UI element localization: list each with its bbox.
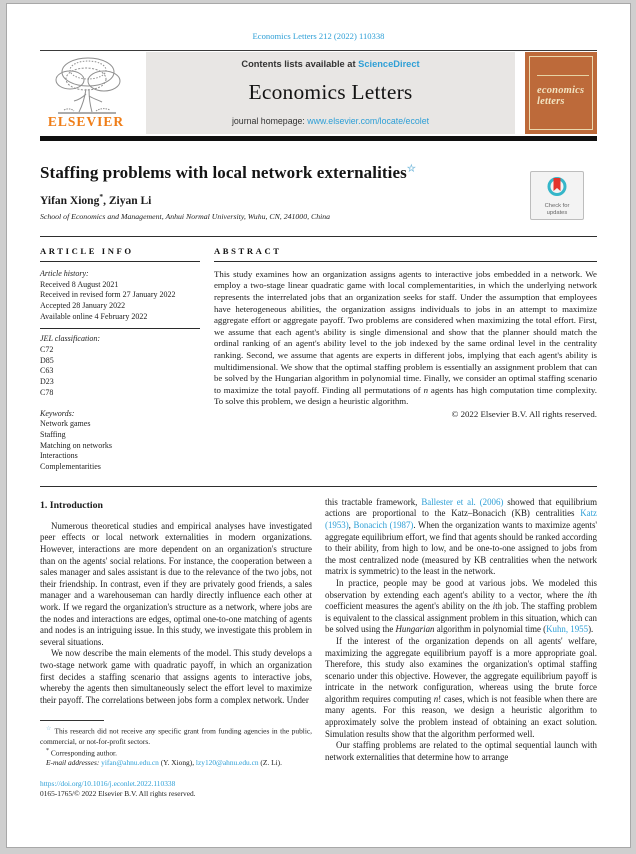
title-footnote-star-icon[interactable]: ☆: [406, 163, 416, 175]
cover-decoration: [537, 75, 589, 76]
journal-page: [6, 3, 631, 848]
cover-frame: [529, 56, 593, 130]
check-for-updates-badge[interactable]: [530, 171, 584, 220]
title-block: [40, 163, 597, 221]
contents-prefix: Contents lists available at: [241, 59, 359, 69]
intro-paragraph-5: If the interest of the organization depends on all agents' welfare, maximizing the aggregate equilibrium payoff is a more appropriate goal. Therefore, this study also examines the organization's optimal staffing scenario under this objective. However, the aggregate equilibrium payoff is intricate in the network configuration, whereas using the brute force algorithm requires computing n! cases, which is not feasible when there are many agents. For this reason, we design a heuristic algorithm to approximately solve the problem instead of obtaining an exact solution. Simulation results show that the algorithm performed well.: [325, 635, 597, 739]
elsevier-wordmark: ELSEVIER: [47, 114, 125, 129]
sciencedirect-link[interactable]: ScienceDirect: [358, 59, 420, 69]
history-item: Received in revised form 27 January 2022: [40, 290, 176, 300]
corresponding-author-mark[interactable]: *: [99, 192, 104, 201]
abstract-heading: ABSTRACT: [214, 246, 597, 262]
jel-code: D23: [40, 377, 54, 387]
check-for-updates-label: Check for updates: [544, 203, 570, 216]
authors-line: [40, 192, 597, 207]
jel-code: C63: [40, 366, 54, 376]
intro-paragraph-2: We now describe the main elements of the model. This study develops a two-stage network game with quadratic payoff, in which an organization first decides a staffing scenario that assigns agents to interactive jobs, whereby the agents then simultaneously select the effort level to maximize their payoff. The correlations between jobs form a complex network. Under: [40, 648, 312, 705]
cover-title-line1: economics: [537, 85, 585, 96]
funding-footnote: ☆ This research did not receive any specific grant from funding agencies in the public, commercial, or not-for-profit sectors.: [40, 726, 312, 746]
homepage-line: [150, 116, 511, 126]
article-info-abstract-block: [40, 237, 597, 487]
right-column: [325, 497, 597, 799]
body-columns: [40, 497, 597, 799]
article-info: [40, 246, 200, 473]
info-divider: [40, 328, 200, 329]
check-for-updates-icon: [546, 175, 568, 197]
author-1[interactable]: Yifan Xiong: [40, 194, 100, 207]
cover-title-line2: letters: [537, 95, 565, 107]
keyword: Network games: [40, 419, 91, 429]
journal-title: Economics Letters: [248, 80, 413, 104]
elsevier-tree-icon: [44, 54, 128, 116]
keyword: Staffing: [40, 429, 66, 439]
jel-label: JEL classification:: [40, 334, 101, 344]
keyword: Interactions: [40, 451, 78, 461]
intro-paragraph-4: In practice, people may be good at various jobs. We modeled this observation by extending each agent's ability to a vector, where the ith coefficient measures the agent's ability on the ith job. The staffing problem is equivalent to the classical assignment problem in this situation, which can be solved using the Hungarian algorithm in polynomial time (Kuhn, 1955).: [325, 577, 597, 635]
masthead: [40, 52, 597, 134]
footnote-rule: [40, 720, 104, 721]
intro-paragraph-3: this tractable framework, Ballester et al. (2006) showed that equilibrium actions are proportional to the Katz–Bonacich (KB) centralities Katz (1953), Bonacich (1987). When the organization wants to maximize agents' aggregate equilibrium effort, we find that agents should be ranked according to their ability, from high to low, and be one-to-one assigned to jobs from the most centralized node (measured by KB centralities when the network matrix is symmetric) to the least in the network.: [325, 496, 597, 577]
history-item: Received 8 August 2021: [40, 279, 119, 289]
abstract-text: This study examines how an organization assigns agents to interactive jobs embedded in a network. We employ a two-stage linear quadratic game with local complementarities, in which the underlying network represents the interrelated jobs that an organization seeks for staff. Under the assumption that employees have heterogeneous abilities, the organization assigns individuals to jobs in an attempt to maximize aggregate effort or aggregate payoff. Two problems are considered when maximizing the total effort. First, we assume that each agent's ability is single dimensional and show that the planner should match the ordinal ranking of an agent's ability level to the job indexed by the same ordinal level in the centrality ranking. Second, we assume that agents are experts in different jobs, implying that each agent's ability is multidimensional. We show that the optimal staffing problem is essentially an assignment problem that can be solved by the Hungarian algorithm in polynomial time. Finally, we consider an optimal staffing scenario to maximize the total payoff. Finding all permutations of n agents has high computation time complexity. To solve this problem, we design a heuristic algorithm.: [214, 268, 597, 407]
contents-line: [150, 59, 511, 69]
footnote-star-icon: ☆: [46, 726, 53, 733]
abstract-section: [214, 246, 597, 473]
elsevier-logo[interactable]: [40, 52, 132, 134]
keywords-label: Keywords:: [40, 408, 75, 418]
spacer: [40, 399, 200, 409]
author-separator: ,: [103, 194, 109, 207]
abstract-copyright: © 2022 Elsevier B.V. All rights reserved.: [451, 408, 597, 419]
history-item: Accepted 28 January 2022: [40, 300, 126, 310]
left-column: [40, 497, 312, 799]
masthead-divider-bar: [40, 136, 597, 141]
intro-paragraph-6: Our staffing problems are related to the optimal sequential launch with network externalities that determine how to arrange: [325, 740, 597, 762]
email-link-1[interactable]: yifan@ahnu.edu.cn: [101, 757, 159, 767]
jel-code: C78: [40, 387, 54, 397]
author-2[interactable]: Ziyan Li: [108, 194, 152, 207]
article-title-text: Staffing problems with local network externalities: [40, 163, 407, 182]
homepage-prefix: journal homepage:: [231, 116, 308, 126]
article-info-heading: ARTICLE INFO: [40, 246, 200, 262]
issn-copyright-line: 0165-1765/© 2022 Elsevier B.V. All rights reserved.: [40, 788, 196, 798]
email-footnote: E-mail addresses: yifan@ahnu.edu.cn (Y. Xiong), lzy120@ahnu.edu.cn (Z. Li).: [46, 757, 282, 767]
keyword: Matching on networks: [40, 440, 112, 450]
homepage-link[interactable]: www.elsevier.com/locate/ecolet: [307, 116, 430, 126]
doi-link[interactable]: https://doi.org/10.1016/j.econlet.2022.110338: [40, 778, 176, 788]
journal-banner: [146, 52, 515, 134]
masthead-top-rule: [40, 50, 597, 51]
journal-citation[interactable]: Economics Letters 212 (2022) 110338: [252, 31, 385, 41]
article-title: [40, 163, 597, 183]
jel-code: D85: [40, 355, 54, 365]
affiliation: School of Economics and Management, Anhui Normal University, Wuhu, CN, 241000, China: [40, 211, 331, 221]
email-label: E-mail addresses:: [46, 757, 100, 767]
intro-paragraph-1: Numerous theoretical studies and empirical analyses have investigated peer effects or local network externalities in modern organizations. However, interactions are more dependent on an organization's structure than on the agents' social relations. For instance, the cooperation between a sales manager and sales assistant is due to the relevance of the two jobs, not their friendship. In contrast, even if they are privately good friends, a sales manager and a warehouseman can hardly directly influence each other at work. If we regard the organization's structure as a network, where jobs are the nodes and interactions are edges, optimal one-to-one matching of agents and nodes is an intriguing issue. In this study, we investigate this problem in several situations.: [40, 520, 312, 647]
history-label: Article history:: [40, 268, 89, 278]
asterisk-icon: *: [46, 747, 49, 754]
footnotes: [40, 720, 312, 798]
corresponding-author-footnote: * Corresponding author.: [46, 747, 117, 758]
section-heading-introduction: 1. Introduction: [40, 499, 103, 511]
email-link-2[interactable]: lzy120@ahnu.edu.cn: [195, 757, 259, 767]
jel-code: C72: [40, 345, 54, 355]
journal-cover-thumbnail[interactable]: [525, 52, 597, 134]
history-item: Available online 4 February 2022: [40, 311, 148, 321]
keyword: Complementarities: [40, 462, 101, 472]
doi-line: [40, 779, 312, 789]
